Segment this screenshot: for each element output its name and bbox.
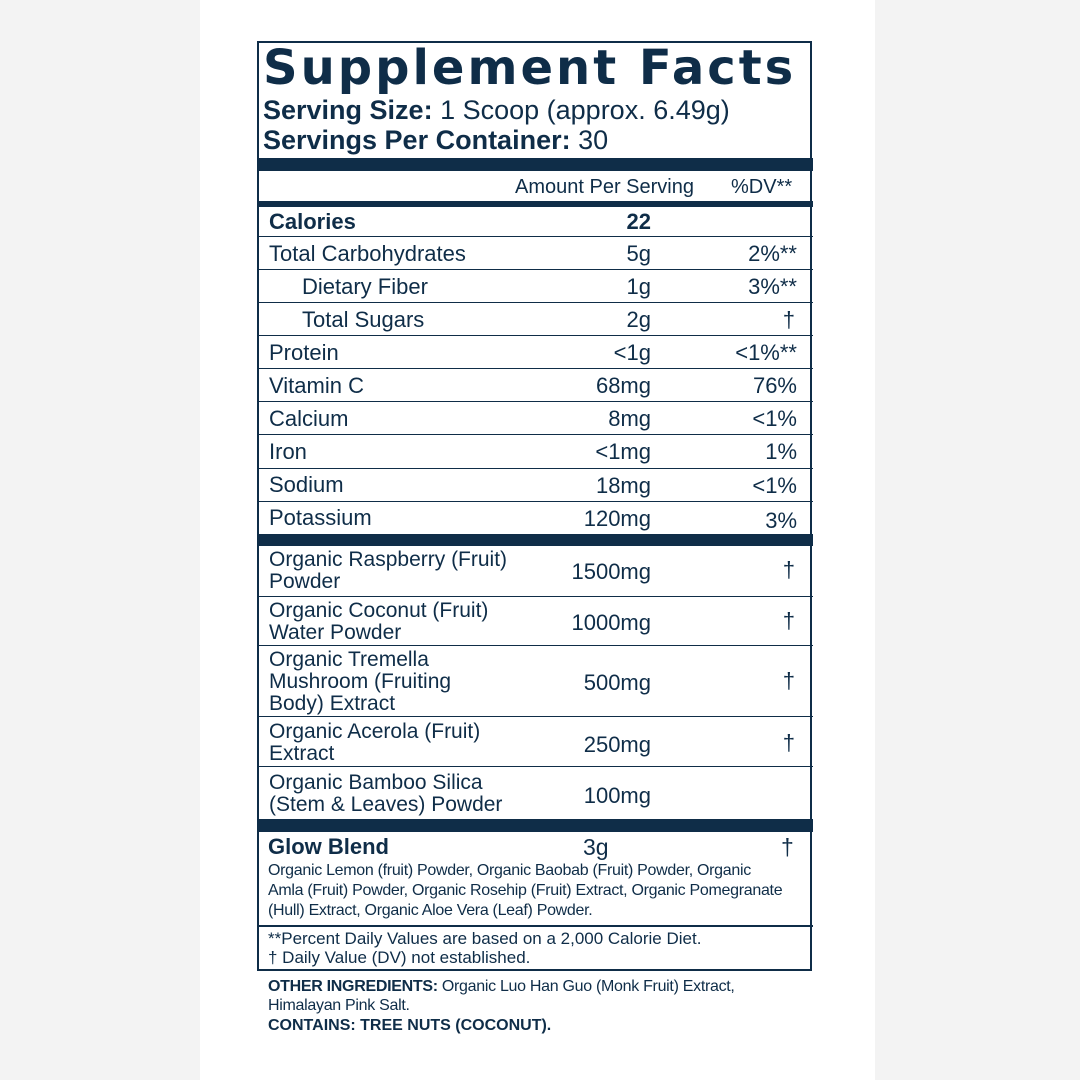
ingredient-row — [257, 546, 813, 596]
nutrient-row — [257, 207, 813, 236]
ingredient-dv: † — [782, 730, 795, 755]
nutrient-dv: 1% — [765, 439, 797, 464]
ingredient-name: Organic Raspberry (Fruit) Powder — [269, 548, 508, 593]
nutrient-name: Iron — [269, 439, 307, 464]
ingredient-name: Organic Acerola (Fruit) Extract — [269, 720, 481, 765]
nutrient-amount: <1g — [613, 340, 651, 365]
nutrient-row — [257, 502, 813, 534]
nutrient-name: Calories — [269, 209, 356, 234]
nutrient-dv: 2%** — [748, 241, 797, 266]
header-dv: %DV** — [731, 176, 793, 198]
ingredient-amount: 500mg — [583, 670, 651, 695]
servings-per-container — [263, 124, 608, 156]
ingredient-amount: 1000mg — [571, 610, 651, 635]
ingredient-dv: † — [782, 608, 795, 633]
ingredient-row — [257, 646, 813, 716]
other-ingredients — [268, 977, 808, 1015]
nutrient-amount: 1g — [626, 274, 651, 299]
ingredient-dv: † — [782, 668, 795, 693]
blend-dv: † — [781, 834, 794, 860]
nutrient-name: Vitamin C — [269, 373, 364, 398]
other-ingredients-label: OTHER INGREDIENTS: — [268, 978, 438, 995]
serving-size — [263, 94, 730, 126]
ingredient-name: Organic Bamboo Silica (Stem & Leaves) Powder — [269, 771, 503, 816]
nutrient-row — [257, 469, 813, 501]
ingredient-row — [257, 597, 813, 645]
nutrient-row — [257, 303, 813, 335]
serving-size-value: 1 Scoop (approx. 6.49g) — [440, 95, 730, 125]
nutrient-name: Total Sugars — [302, 307, 425, 332]
allergen-statement: CONTAINS: TREE NUTS (COCONUT). — [268, 1017, 552, 1034]
serving-size-label: Serving Size: — [263, 95, 433, 125]
panel-title: Supplement Facts — [263, 40, 797, 96]
nutrient-dv: 76% — [752, 373, 797, 398]
nutrient-dv: <1%** — [735, 340, 797, 365]
nutrient-dv: 3% — [765, 508, 797, 533]
nutrient-name: Total Carbohydrates — [269, 241, 466, 266]
nutrient-amount: 2g — [626, 307, 651, 332]
nutrient-row — [257, 369, 813, 401]
nutrient-dv: † — [782, 307, 795, 332]
nutrient-amount: <1mg — [595, 439, 651, 464]
ingredient-row — [257, 717, 813, 766]
nutrient-dv: <1% — [752, 406, 797, 431]
header-amount-per-serving: Amount Per Serving — [515, 176, 694, 198]
nutrient-amount: 8mg — [608, 406, 651, 431]
nutrient-dv: 3%** — [748, 274, 797, 299]
nutrient-amount: 68mg — [595, 373, 651, 398]
nutrient-name: Dietary Fiber — [302, 274, 428, 299]
nutrient-row — [257, 237, 813, 269]
nutrient-name: Protein — [269, 340, 339, 365]
ingredient-name: Organic Tremella Mushroom (Fruiting Body) Extract — [269, 648, 452, 715]
thick-divider — [257, 158, 813, 171]
nutrient-amount: 18mg — [595, 473, 651, 498]
ingredient-amount: 100mg — [583, 783, 651, 808]
nutrient-row — [257, 402, 813, 434]
blend-name: Glow Blend — [268, 834, 389, 859]
nutrient-amount: 5g — [626, 241, 651, 266]
nutrient-row — [257, 435, 813, 468]
nutrient-name: Calcium — [269, 406, 349, 431]
nutrient-amount: 22 — [626, 209, 651, 234]
footnote-percent-daily-values: **Percent Daily Values are based on a 2,000 Calorie Diet. — [268, 929, 702, 948]
ingredient-row — [257, 767, 813, 819]
ingredient-dv: † — [782, 557, 795, 582]
nutrient-name: Sodium — [269, 472, 344, 497]
blend-amount: 3g — [583, 834, 609, 860]
nutrient-amount: 120mg — [583, 506, 651, 531]
nutrient-dv: <1% — [752, 473, 797, 498]
servings-per-container-value: 30 — [578, 125, 609, 155]
other-ingredients-value: Organic Luo Han Guo (Monk Fruit) Extract, Himalayan Pink Salt. — [268, 978, 735, 1014]
nutrient-row — [257, 336, 813, 368]
nutrient-name: Potassium — [269, 505, 372, 530]
ingredient-amount: 250mg — [583, 732, 651, 757]
thick-divider — [257, 534, 813, 546]
nutrient-row — [257, 270, 813, 302]
blend-description: Organic Lemon (fruit) Powder, Organic Baobab (Fruit) Powder, Organic Amla (Fruit) Powder, Organic Rosehip (Fruit) Extract, Organic Pomegranate (Hull) Extract, Organic Aloe Vera (Leaf) Powder. — [268, 862, 783, 919]
servings-per-container-label: Servings Per Container: — [263, 125, 571, 155]
footnote-dv-not-established: † Daily Value (DV) not established. — [268, 948, 531, 967]
thick-divider — [257, 819, 813, 832]
ingredient-amount: 1500mg — [571, 559, 651, 584]
footnote-divider — [257, 925, 813, 927]
ingredient-name: Organic Coconut (Fruit) Water Powder — [269, 599, 489, 644]
